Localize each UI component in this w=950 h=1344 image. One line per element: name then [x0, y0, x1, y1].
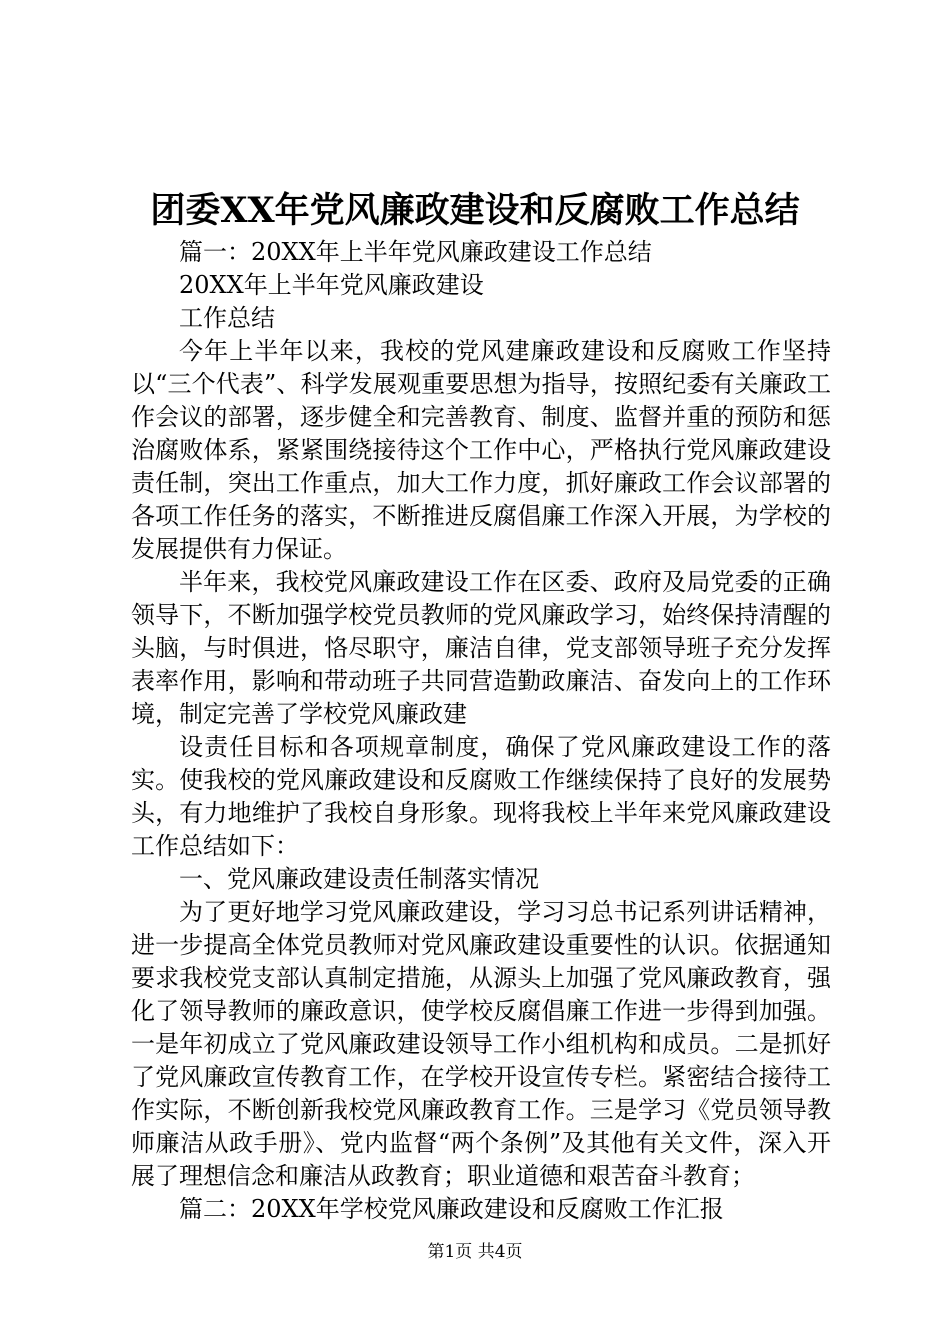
document-body	[131, 236, 831, 1226]
paragraph-study: 为了更好地学习党风廉政建设，学习习总书记系列讲话精神，进一步提高全体党员教师对党风廉政建设重要性的认识。依据通知要求我校党支部认真制定措施，从源头上加强了党风廉政教育，强化了领导教师的廉政意识，使学校反腐倡廉工作进一步得到加强。一是年初成立了党风廉政建设领导工作小组机构和成员。二是抓好了党风廉政宣传教育工作，在学校开设宣传专栏。紧密结合接待工作实际，不断创新我校党风廉政教育工作。三是学习《党员领导教师廉洁从政手册》、党内监督“两个条例”及其他有关文件，深入开展了理想信念和廉洁从政教育；职业道德和艰苦奋斗教育；	[131, 898, 831, 1190]
document-title: 团委XX年党风廉政建设和反腐败工作总结	[150, 190, 800, 231]
paragraph-intro: 今年上半年以来，我校的党风建廉政建设和反腐败工作坚持以“三个代表”、科学发展观重要思想为指导，按照纪委有关廉政工作会议的部署，逐步健全和完善教育、制度、监督并重的预防和惩治腐败体系，紧紧围绕接待这个工作中心，严格执行党风廉政建设责任制，突出工作重点，加大工作力度，抓好廉政工作会议部署的各项工作任务的落实，不断推进反腐倡廉工作深入开展，为学校的发展提供有力保证。	[131, 337, 831, 563]
paragraph-section-heading: 一、党风廉政建设责任制落实情况	[179, 865, 539, 893]
paragraph-subtitle-2: 工作总结	[179, 304, 275, 332]
paragraph-half-year: 半年来，我校党风廉政建设工作在区委、政府及局党委的正确领导下，不断加强学校党员教师的党风廉政学习，始终保持清醒的头脑，与时俱进，恪尽职守，廉洁自律，党支部领导班子充分发挥表率作用，影响和带动班子共同营造勤政廉洁、奋发向上的工作环境，制定完善了学校党风廉政建	[131, 568, 831, 728]
paragraph-section-one-heading: 篇一：20XX年上半年党风廉政建设工作总结	[179, 238, 652, 266]
paragraph-subtitle: 20XX年上半年党风廉政建设	[179, 271, 484, 299]
paragraph-section-two-heading: 篇二：20XX年学校党风廉政建设和反腐败工作汇报	[179, 1195, 724, 1223]
paragraph-responsibility: 设责任目标和各项规章制度，确保了党风廉政建设工作的落实。使我校的党风廉政建设和反腐败工作继续保持了良好的发展势头，有力地维护了我校自身形象。现将我校上半年来党风廉政建设工作总结如下：	[131, 733, 831, 860]
page-number-footer: 第1页 共4页	[427, 1242, 523, 1262]
